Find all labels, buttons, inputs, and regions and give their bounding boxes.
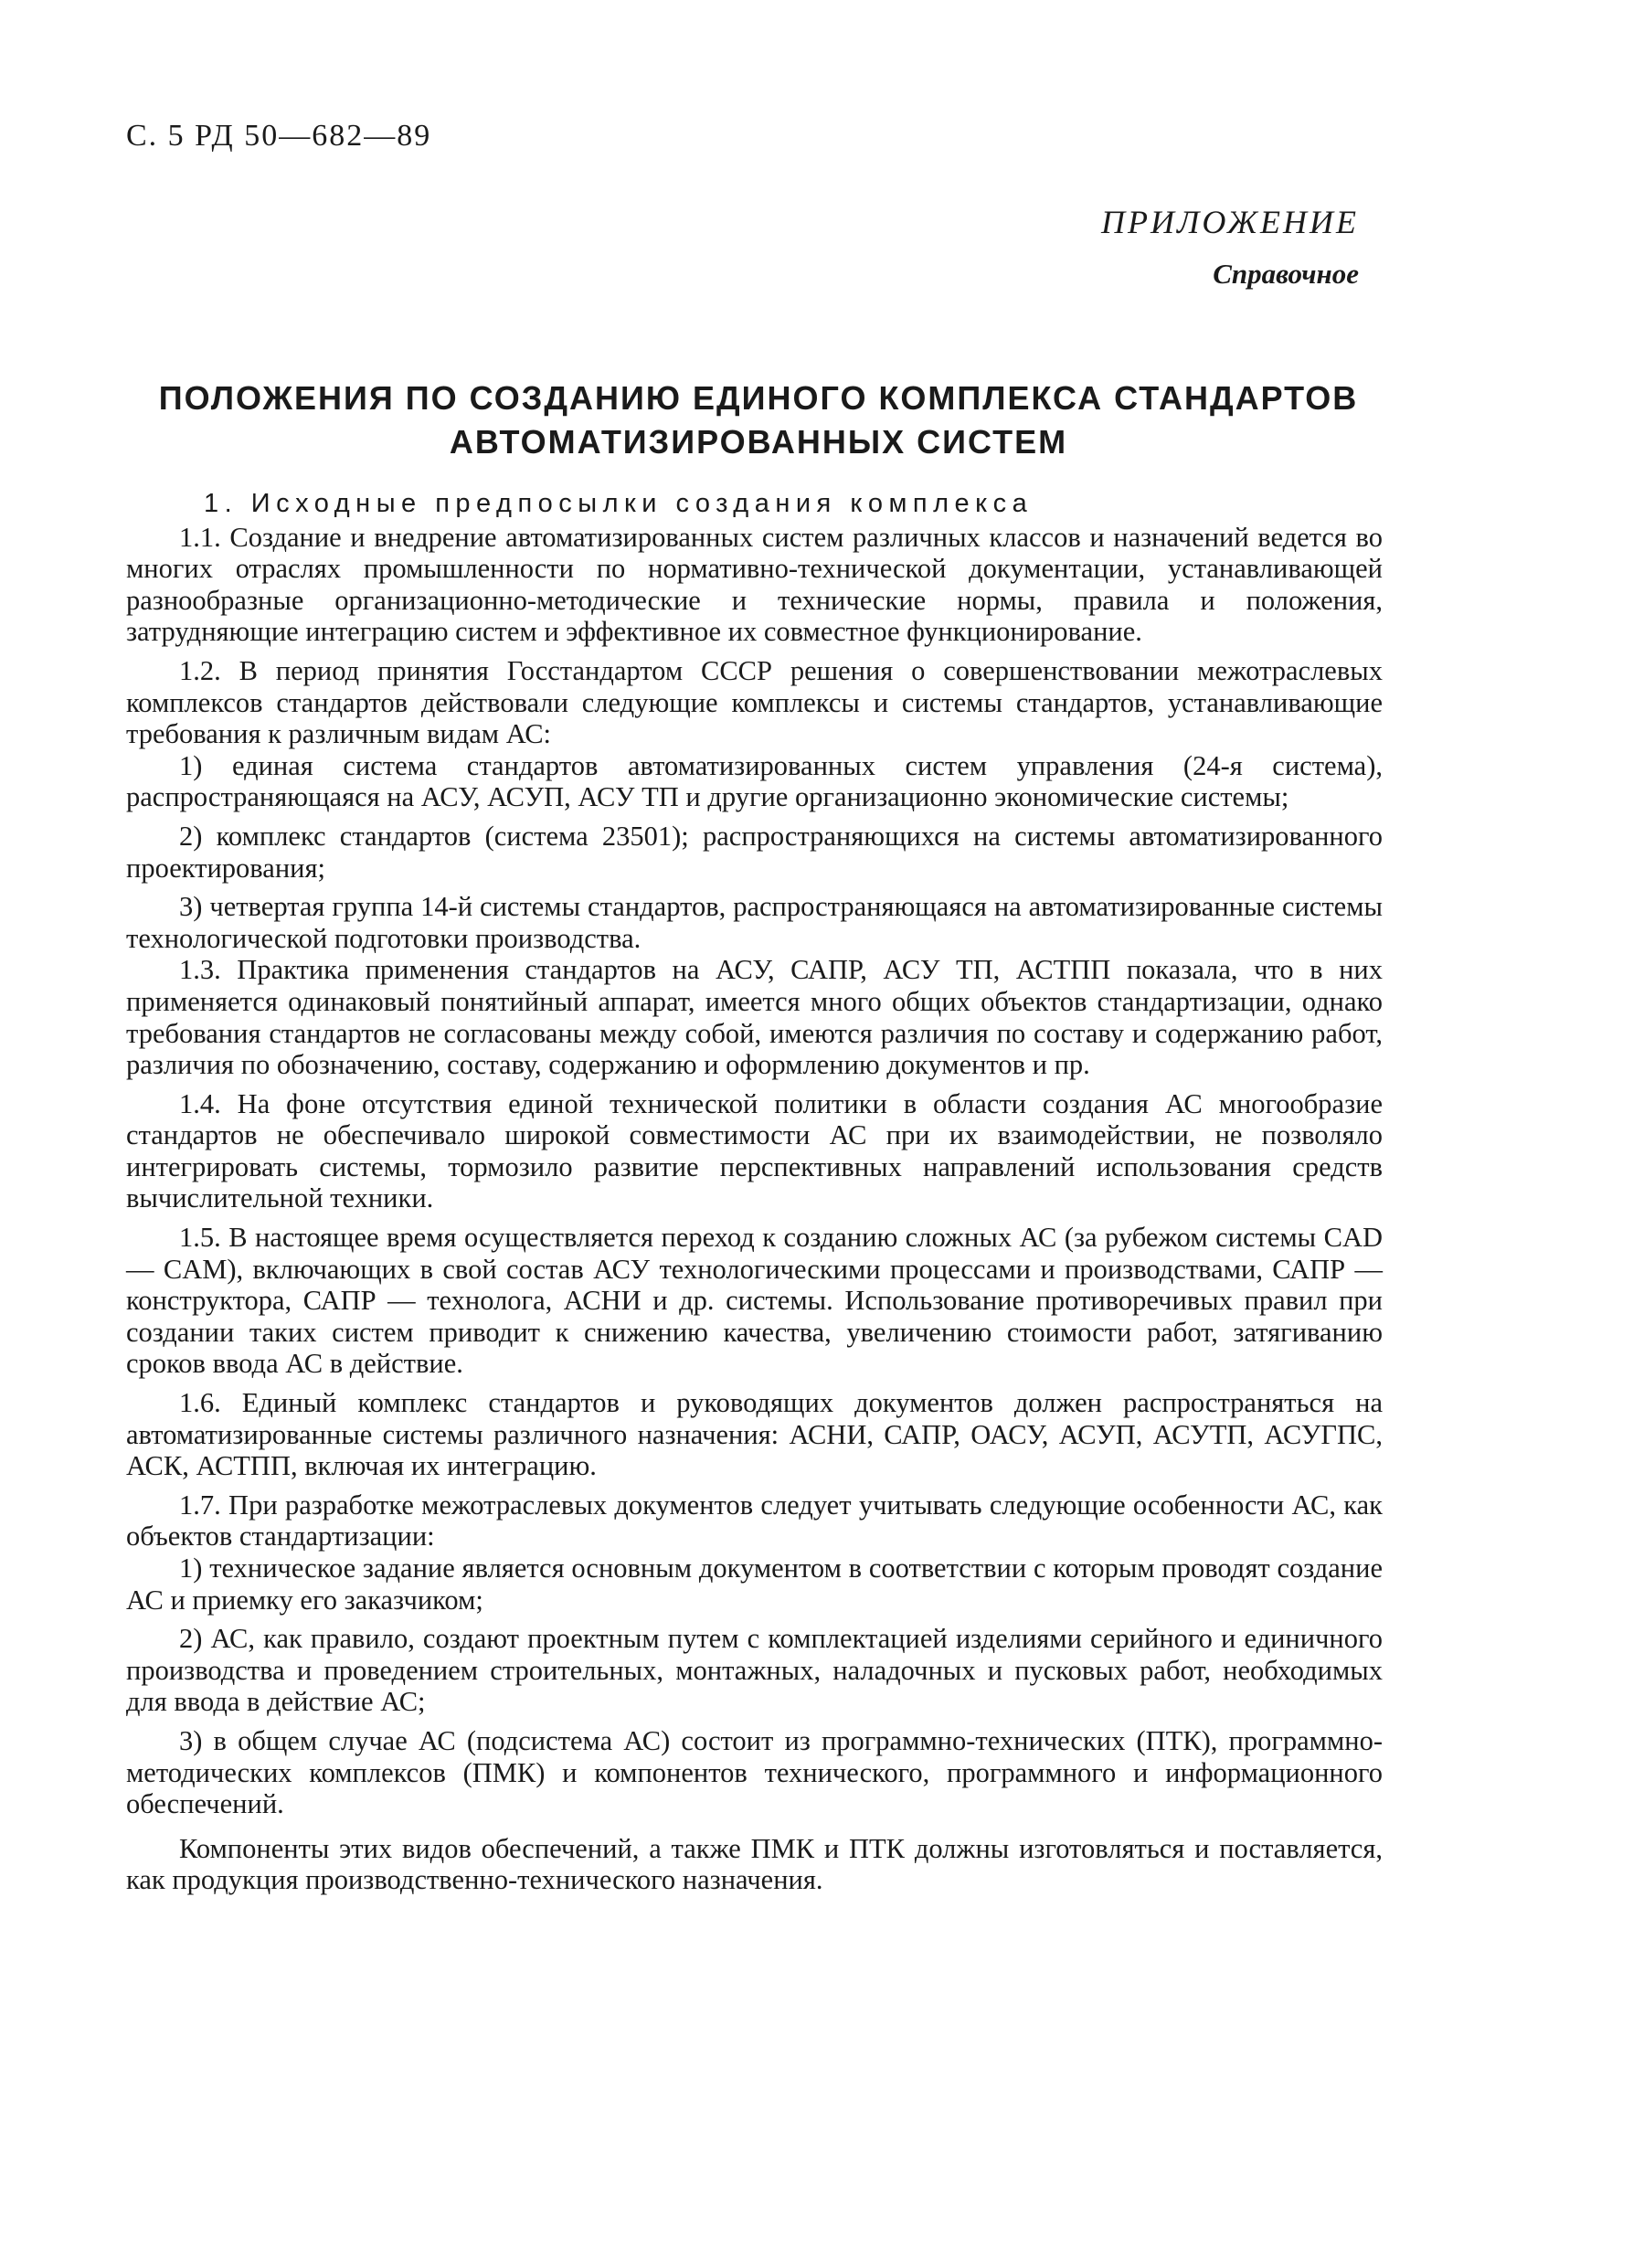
list-item-1-2-3: 3) четвертая группа 14-й системы стандартов, распространяющаяся на автоматизированные системы технологической подготовки производства. <box>126 891 1383 954</box>
list-item-1-7-1: 1) техническое задание является основным документом в соответствии с которым проводят создание АС и приемку его заказчиком; <box>126 1553 1383 1616</box>
paragraph-1-3: 1.3. Практика применения стандартов на АСУ, САПР, АСУ ТП, АСТПП показала, что в них применяется одинаковый понятийный аппарат, имеется много общих объектов стандартизации, однако требования стандартов не согласованы между собой, имеются различия по составу и содержанию работ, различия по обозначению, составу, содержанию и оформлению документов и пр. <box>126 954 1383 1081</box>
paragraph-1-2: 1.2. В период принятия Госстандартом СССР решения о совершенствовании межотраслевых комплексов стандартов действовали следующие комплексы и системы стандартов, устанавливающие требования к различным видам АС: <box>126 654 1383 750</box>
section-heading: 1. Исходные предпосылки создания комплекса <box>204 489 1034 518</box>
list-item-1-7-3: 3) в общем случае АС (подсистема АС) состоит из программно-технических (ПТК), программно-методических комплексов (ПМК) и компонентов технического, программного и информационного обеспечений. <box>126 1724 1383 1820</box>
list-item-1-2-1: 1) единая система стандартов автоматизированных систем управления (24-я система), распространяющаяся на АСУ, АСУП, АСУ ТП и другие организационно экономические системы; <box>126 749 1383 813</box>
document-code: С. 5 РД 50—682—89 <box>126 119 432 153</box>
appendix-block <box>1101 203 1359 291</box>
paragraph-1-7: 1.7. При разработке межотраслевых документов следует учитывать следующие особенности АС, как объектов стандартизации: <box>126 1489 1383 1553</box>
paragraph-1-4: 1.4. На фоне отсутствия единой технической политики в области создания АС многообразие стандартов не обеспечивало широкой совместимости АС при их взаимодействии, не позволяло интегрировать системы, тормозило развитие перспективных направлений использования средств вычислительной техники. <box>126 1087 1383 1214</box>
paragraph-components: Компоненты этих видов обеспечений, а также ПМК и ПТК должны изготовляться и поставляется, как продукция производственно-технического назначения. <box>126 1832 1383 1896</box>
body-text <box>126 488 1383 1896</box>
list-item-1-2-2: 2) комплекс стандартов (система 23501); распространяющихся на системы автоматизированного проектирования; <box>126 820 1383 884</box>
paragraph-1-6: 1.6. Единый комплекс стандартов и руководящих документов должен распространяться на автоматизированные системы различного назначения: АСНИ, САПР, ОАСУ, АСУП, АСУТП, АСУГПС, АСК, АСТПП, включая их интеграцию. <box>126 1387 1383 1482</box>
list-item-1-7-2: 2) АС, как правило, создают проектным путем с комплектацией изделиями серийного и единичного производства и проведением строительных, монтажных, наладочных и пусковых работ, необходимых для ввода в действие АС; <box>126 1623 1383 1718</box>
title-line-2: АВТОМАТИЗИРОВАННЫХ СИСТЕМ <box>449 423 1068 461</box>
paragraph-1-5: 1.5. В настоящее время осуществляется переход к созданию сложных АС (за рубежом системы CAD — CAM), включающих в свой состав АСУ технологическими процессами и производствами, САПР — конструктора, САПР — технолога, АСНИ и др. системы. Использование противоречивых правил при создании таких систем приводит к снижению качества, увеличению стоимости работ, затягиванию сроков ввода АС в действие. <box>126 1222 1383 1380</box>
appendix-type: Справочное <box>1213 258 1359 290</box>
appendix-label: ПРИЛОЖЕНИЕ <box>1101 204 1359 240</box>
paragraph-1-1: 1.1. Создание и внедрение автоматизированных систем различных классов и назначений ведется во многих отраслях промышленности по нормативно-технической документации, устанавливающей разнообразные организационно-методические и технические нормы, правила и положения, затрудняющие интеграцию систем и эффективное их совместное функционирование. <box>126 521 1383 648</box>
title-line-1: ПОЛОЖЕНИЯ ПО СОЗДАНИЮ ЕДИНОГО КОМПЛЕКСА СТАНДАРТОВ <box>158 379 1359 417</box>
document-title <box>146 376 1371 464</box>
